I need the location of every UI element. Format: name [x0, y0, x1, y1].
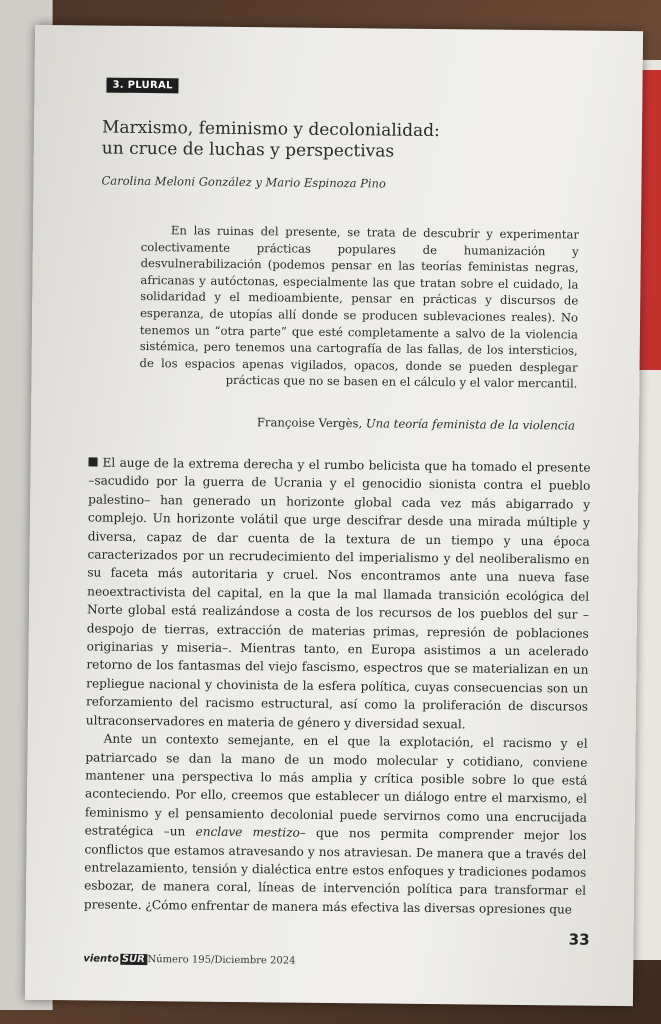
logo-text-viento: viento: [83, 953, 119, 965]
article-body: [84, 453, 591, 918]
paragraph-2: [84, 730, 588, 919]
issue-info: Número 195/Diciembre 2024: [147, 954, 296, 967]
title-line-1: Marxismo, feminismo y decolonialidad:: [101, 117, 440, 142]
paragraph-2-text-a: Ante un contexto semejante, en el que la explotación, el racismo y el patriarcado se dan la mano de un modo molecular y cotidiano, conviene mantener una perspectiva lo más amplia y crítica posible sobre lo que está aconteciendo. Por ello, creemos que establecer un diálogo entre el marxismo, el feminismo y el pensamiento decolonial puede servirnos como una encrucijada estratégica –un: [84, 731, 588, 839]
paragraph-start-square-icon: [89, 457, 98, 466]
section-tag: 3. PLURAL: [106, 78, 178, 94]
page-number: 33: [568, 930, 590, 949]
paragraph-1: [86, 453, 591, 734]
epigraph-attribution: [257, 415, 575, 432]
attribution-work: Una teoría feminista de la violencia: [365, 416, 576, 433]
title-line-2: un cruce de luchas y perspectivas: [101, 138, 395, 162]
paragraph-2-italic: enclave mestizo: [195, 824, 300, 840]
paragraph-1-text: El auge de la extrema derecha y el rumbo belicista que ha tomado el presente –sacudido por la guerra de Ucrania y el genocidio sionista contra el pueblo palestino– han generado un horizonte global cada vez más abigarrado y complejo. Un horizonte volátil que urge descifrar desde una mirada múltiple y diversa, capaz de dar cuenta de la textura de un tiempo y una época caracterizados por un recrudecimiento del imperialismo y del neoliberalismo en su faceta más autoritaria y cruel. Nos encontramos ante una nueva fase neoextractivista del capital, en la que la mal llamada transición ecológica del Norte global está realizándose a costa de los recursos de los pueblos del sur –despojo de tierras, extracción de materias primas, represión de poblaciones originarias y miseria–. Mientras tanto, en Europa asistimos a un acelerado retorno de los fantasmas del viejo fascismo, espectros que se materializan en un repliegue nacional y chovinista de la esfera política, cuyas consecuencias son un reforzamiento del racismo estructural, así como la proliferación de discursos ultraconservadores en materia de género y diversidad sexual.: [85, 455, 591, 732]
epigraph: En las ruinas del presente, se trata de descubrir y experimentar colectivamente prácticas populares de humanización y desvulnerabilización (podemos pensar en las teorías feministas negras, africanas y autóctonas, especialmente las que tratan sobre el cuidado, la solidaridad y el medioambiente, pensar en prácticas y discursos de esperanza, de utopías allí donde se producen sublevaciones reales). No tenemos un “otra parte” que esté completamente a salvo de la violencia sistémica, pero tenemos una cartografía de las fallas, de los intersticios, de los espacios apenas vigilados, opacos, donde se pueden desplegar prácticas que no se basen en el cálculo y el valor mercantil.: [139, 223, 580, 391]
magazine-page: [25, 25, 643, 1006]
paragraph-2-text-b: – que nos permita comprender mejor los conflictos que estamos atravesando y nos atraviesan. De manera que a través del entrelazamiento, tensión y dialéctica entre estos enfoques y tradiciones podamos esbozar, de manera coral, líneas de intervención política para transformar el presente. ¿Cómo enfrentar de manera más efectiva las diversas opresiones que: [83, 825, 587, 917]
logo-text-sur: SUR: [121, 953, 145, 966]
article-title: [102, 118, 482, 164]
article-authors: Carolina Meloni González y Mario Espinoza Pino: [101, 173, 386, 191]
magazine-logo: [83, 953, 147, 965]
attribution-author: Françoise Vergès,: [256, 415, 363, 431]
